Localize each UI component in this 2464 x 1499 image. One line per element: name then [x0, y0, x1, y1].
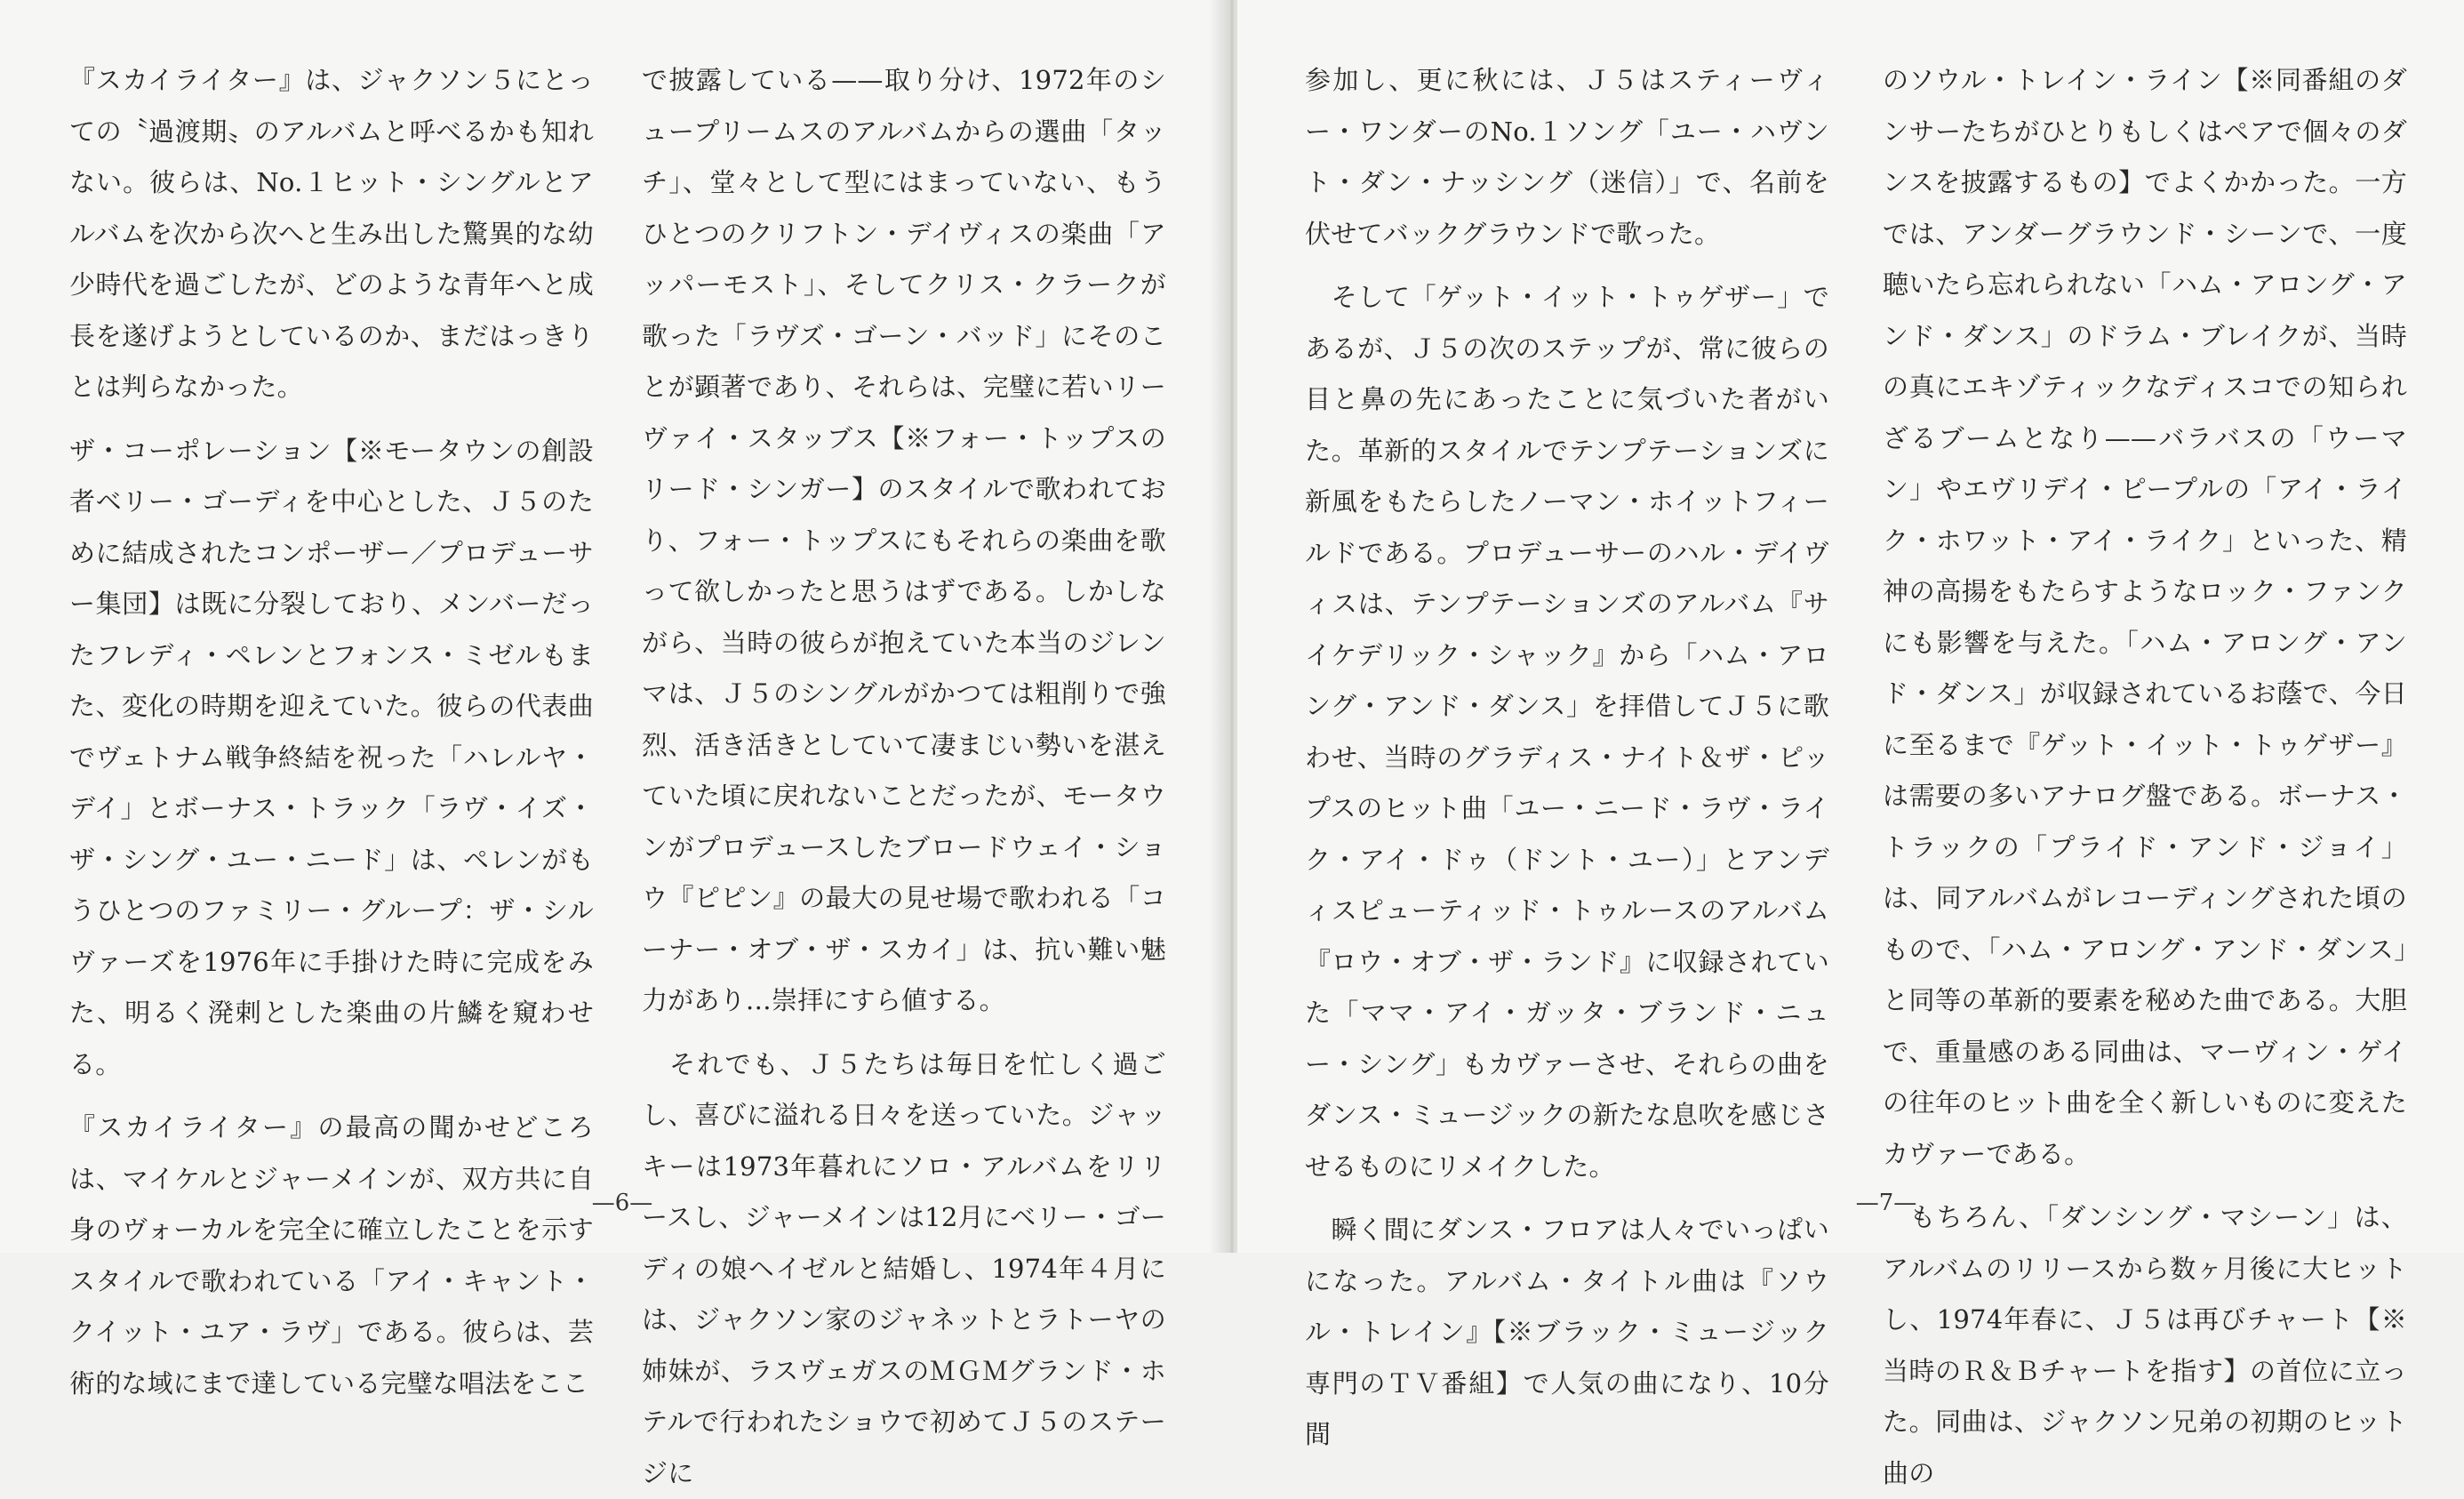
right-page-column-2 — [1883, 55, 2407, 1158]
left-page-column-1 — [69, 55, 594, 1158]
paragraph: それでも、Ｊ５たちは毎日を忙しく過ごし、喜びに溢れる日々を送っていた。ジャッキーは1973年暮れにソロ・アルバムをリリースし、ジャーメインは12月にベリー・ゴーディの娘ヘイゼルと結婚し、1974年４月には、ジャクソン家のジャネットとラトーヤの姉妹が、ラスヴェガスのＭＧＭグランド・ホテルで行われたショウで初めてＪ５のステージに — [642, 1039, 1166, 1499]
paragraph: 参加し、更に秋には、Ｊ５はスティーヴィー・ワンダーのNo.１ソング「ユー・ハヴント・ダン・ナッシング（迷信）」で、名前を伏せてバックグラウンドで歌った。 — [1305, 55, 1829, 260]
paragraph: もちろん、「ダンシング・マシーン」は、アルバムのリリースから数ヶ月後に大ヒットし、1974年春に、Ｊ５は再びチャート【※当時のＲ＆Ｂチャートを指す】の首位に立った。同曲は、ジャクソン兄弟の初期のヒット曲の — [1883, 1192, 2407, 1499]
paragraph: のソウル・トレイン・ライン【※同番組のダンサーたちがひとりもしくはペアで個々のダンスを披露するもの】でよくかかった。一方では、アンダーグラウンド・シーンで、一度聴いたら忘れられない「ハム・アロング・アンド・ダンス」のドラム・ブレイクが、当時の真にエキゾティックなディスコでの知られざるブームとなり——バラバスの「ウーマン」やエヴリデイ・ピープルの「アイ・ライク・ホワット・アイ・ライク」といった、精神の高揚をもたらすようなロック・ファンクにも影響を与えた。「ハム・アロング・アンド・ダンス」が収録されているお蔭で、今日に至るまで『ゲット・イット・トゥゲザー』は需要の多いアナログ盤である。ボーナス・トラックの「プライド・アンド・ジョイ」は、同アルバムがレコーディングされた頃のもので、「ハム・アロング・アンド・ダンス」と同等の革新的要素を秘めた曲である。大胆で、重量感のある同曲は、マーヴィン・ゲイの往年のヒット曲を全く新しいものに変えたカヴァーである。 — [1883, 55, 2407, 1180]
page-number: —7— — [1797, 1190, 1975, 1216]
paragraph: ザ・コーポレーション【※モータウンの創設者ベリー・ゴーディを中心とした、Ｊ５のために結成されたコンポーザー／プロデューサー集団】は既に分裂しており、メンバーだったフレディ・ペレンとフォンス・ミゼルもまた、変化の時期を迎えていた。彼らの代表曲でヴェトナム戦争終結を祝った「ハレルヤ・デイ」とボーナス・トラック「ラヴ・イズ・ザ・シング・ユー・ニード」は、ペレンがもうひとつのファミリー・グループ：ザ・シルヴァーズを1976年に手掛けた時に完成をみた、明るく溌剌とした楽曲の片鱗を窺わせる。 — [69, 426, 594, 1091]
paragraph: 『スカイライター』の最高の聞かせどころは、マイケルとジャーメインが、双方共に自身のヴォーカルを完全に確立したことを示すスタイルで歌われている「アイ・キャント・クイット・ユア・ラヴ」である。彼らは、芸術的な域にまで達している完璧な唱法をここ — [69, 1102, 594, 1409]
paragraph: そして「ゲット・イット・トゥゲザー」であるが、Ｊ５の次のステップが、常に彼らの目と鼻の先にあったことに気づいた者がいた。革新的スタイルでテンプテーションズに新風をもたらしたノーマン・ホイットフィールドである。プロデューサーのハル・デイヴィスは、テンプテーションズのアルバム『サイケデリック・シャック』から「ハム・アロング・アンド・ダンス」を拝借してＪ５に歌わせ、当時のグラディス・ナイト＆ザ・ピップスのヒット曲「ユー・ニード・ラヴ・ライク・アイ・ドゥ（ドント・ユー）」とアンディスピューティッド・トゥルースのアルバム『ロウ・オブ・ザ・ランド』に収録されていた「ママ・アイ・ガッタ・ブランド・ニュー・シング」もカヴァーさせ、それらの曲をダンス・ミュージックの新たな息吹を感じさせるものにリメイクした。 — [1305, 272, 1829, 1192]
paragraph: 『スカイライター』は、ジャクソン５にとっての〝過渡期〟のアルバムと呼べるかも知れない。彼らは、No.１ヒット・シングルとアルバムを次から次へと生み出した驚異的な幼少時代を過ごしたが、どのような青年へと成長を遂げようとしているのか、まだはっきりとは判らなかった。 — [69, 55, 594, 413]
left-page-column-2 — [642, 55, 1166, 1158]
paragraph: 瞬く間にダンス・フロアは人々でいっぱいになった。アルバム・タイトル曲は『ソウル・トレイン』【※ブラック・ミュージック専門のＴＶ番組】で人気の曲になり、10分間 — [1305, 1205, 1829, 1461]
left-page — [0, 0, 1227, 1253]
paragraph: で披露している——取り分け、1972年のシュープリームスのアルバムからの選曲「タッチ」、堂々として型にはまっていない、もうひとつのクリフトン・デイヴィスの楽曲「アッパーモスト」、そしてクリス・クラークが歌った「ラヴズ・ゴーン・バッド」にそのことが顕著であり、それらは、完璧に若いリーヴァイ・スタッブス【※フォー・トップスのリード・シンガー】のスタイルで歌われており、フォー・トップスにもそれらの楽曲を歌って欲しかったと思うはずである。しかしながら、当時の彼らが抱えていた本当のジレンマは、Ｊ５のシングルがかつては粗削りで強烈、活き活きとしていて凄まじい勢いを湛えていた頃に戻れないことだったが、モータウンがプロデュースしたブロードウェイ・ショウ『ピピン』の最大の見せ場で歌われる「コーナー・オブ・ザ・スカイ」は、抗い難い魅力があり…崇拝にすら値する。 — [642, 55, 1166, 1027]
right-page-column-1 — [1305, 55, 1829, 1158]
page-number: —6— — [533, 1190, 711, 1216]
right-page — [1237, 0, 2464, 1253]
